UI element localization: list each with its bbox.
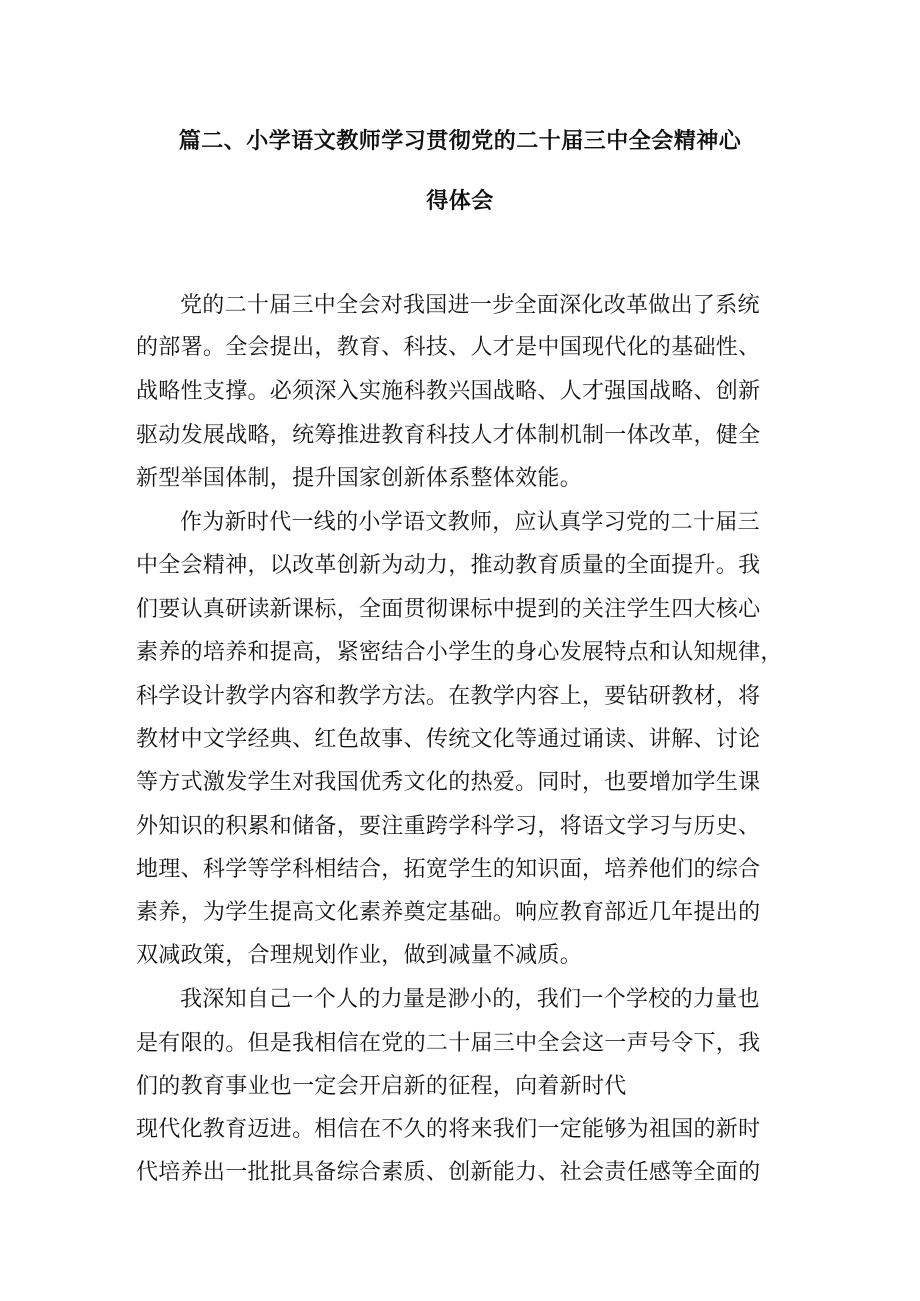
paragraph-3-line-1: 我深知自己一个人的力量是渺小的，我们一个学校的力量也 (180, 987, 760, 1012)
paragraph-1-line-5: 新型举国体制，提升国家创新体系整体效能。 (136, 466, 583, 491)
paragraph-1-line-4: 驱动发展战略，统筹推进教育科技人才体制机制一体改革，健全 (136, 423, 761, 448)
paragraph-2-line-1: 作为新时代一线的小学语文教师，应认真学习党的二十届三 (180, 510, 760, 535)
paragraph-2-line-5: 科学设计教学内容和教学方法。在教学内容上，要钻研教材，将 (136, 684, 761, 709)
paragraph-3-line-4: 现代化教育迈进。相信在不久的将来我们一定能够为祖国的新时 (136, 1117, 761, 1142)
paragraph-3-line-2: 是有限的。但是我相信在党的二十届三中全会这一声号令下，我 (136, 1031, 761, 1056)
paragraph-1-line-2: 的部署。全会提出，教育、科技、人才是中国现代化的基础性、 (136, 335, 761, 360)
paragraph-2-line-11: 双减政策，合理规划作业，做到减量不减质。 (136, 943, 583, 968)
paragraph-3-line-3: 们的教育事业也一定会开启新的征程，向着新时代 (136, 1074, 627, 1099)
paragraph-2-line-7: 等方式激发学生对我国优秀文化的热爱。同时，也要增加学生课 (136, 770, 761, 795)
paragraph-3-line-5: 代培养出一批批具备综合素质、创新能力、社会责任感等全面的 (136, 1160, 761, 1185)
paragraph-1-line-1: 党的二十届三中全会对我国进一步全面深化改革做出了系统 (180, 293, 760, 318)
paragraph-2-line-6: 教材中文学经典、红色故事、传统文化等通过诵读、讲解、讨论 (136, 727, 761, 752)
paragraph-2-line-2: 中全会精神，以改革创新为动力，推动教育质量的全面提升。我 (136, 553, 761, 578)
paragraph-2-line-8: 外知识的积累和储备，要注重跨学科学习，将语文学习与历史、 (136, 814, 761, 839)
paragraph-2-line-9: 地理、科学等学科相结合，拓宽学生的知识面，培养他们的综合 (136, 857, 761, 882)
document-title-line-2: 得体会 (426, 189, 494, 214)
paragraph-1-line-3: 战略性支撑。必须深入实施科教兴国战略、人才强国战略、创新 (136, 379, 761, 404)
document-title-line-1: 篇二、小学语文教师学习贯彻党的二十届三中全会精神心 (178, 129, 742, 154)
paragraph-2-line-10: 素养，为学生提高文化素养奠定基础。响应教育部近几年提出的 (136, 900, 761, 925)
paragraph-2-line-4: 素养的培养和提高，紧密结合小学生的身心发展特点和认知规律， (136, 640, 783, 665)
paragraph-2-line-3: 们要认真研读新课标，全面贯彻课标中提到的关注学生四大核心 (136, 597, 761, 622)
